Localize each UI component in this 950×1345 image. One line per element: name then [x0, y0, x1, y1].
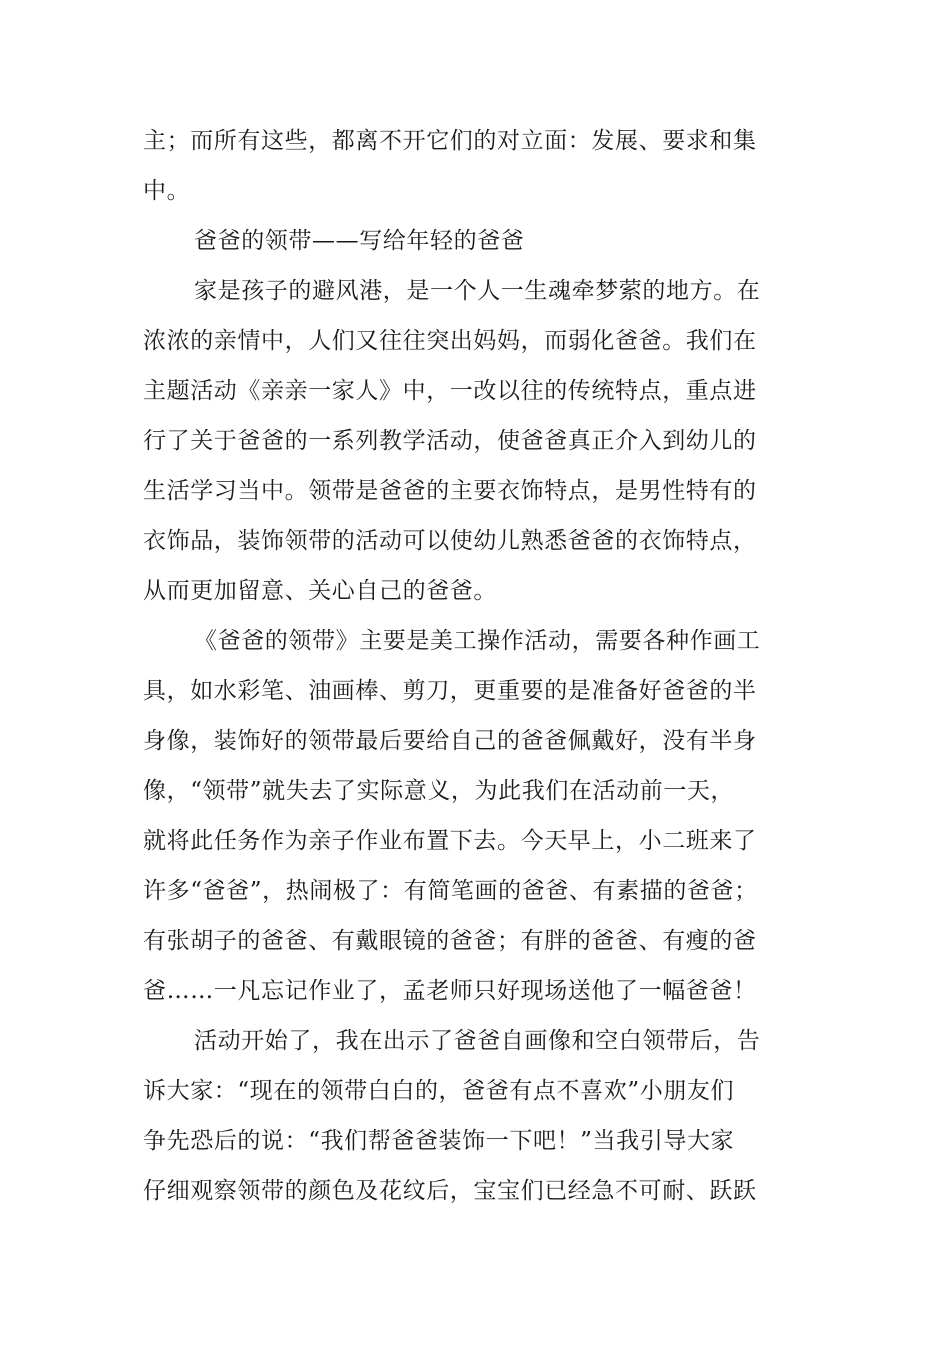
- text-line-9: 衣饰品，装饰领带的活动可以使幼儿熟悉爸爸的衣饰特点，: [143, 528, 757, 554]
- text-line-19: 活动开始了，我在出示了爸爸自画像和空白领带后，告: [194, 1028, 761, 1054]
- text-line-11: 《爸爸的领带》主要是美工操作活动，需要各种作画工: [194, 628, 761, 654]
- text-line-10: 从而更加留意、关心自己的爸爸。: [143, 578, 497, 604]
- text-line-12: 具，如水彩笔、油画棒、剪刀，更重要的是准备好爸爸的半: [143, 678, 757, 704]
- text-line-8: 生活学习当中。领带是爸爸的主要衣饰特点，是男性特有的: [143, 478, 757, 504]
- text-line-7: 行了关于爸爸的一系列教学活动，使爸爸真正介入到幼儿的: [143, 428, 757, 454]
- text-line-20: 诉大家：“现在的领带白白的，爸爸有点不喜欢”小朋友们: [143, 1078, 735, 1104]
- text-line-5: 浓浓的亲情中，人们又往往突出妈妈，而弱化爸爸。我们在: [143, 328, 757, 354]
- text-line-17: 有张胡子的爸爸、有戴眼镜的爸爸；有胖的爸爸、有瘦的爸: [143, 928, 757, 954]
- section-heading: 爸爸的领带——写给年轻的爸爸: [194, 228, 525, 254]
- text-line-21: 争先恐后的说：“我们帮爸爸装饰一下吧！”当我引导大家: [143, 1128, 735, 1154]
- text-line-13: 身像，装饰好的领带最后要给自己的爸爸佩戴好，没有半身: [143, 728, 757, 754]
- text-line-4: 家是孩子的避风港，是一个人一生魂牵梦萦的地方。在: [194, 278, 761, 304]
- text-line-15: 就将此任务作为亲子作业布置下去。今天早上，小二班来了: [143, 828, 757, 854]
- text-line-18: 爸……一凡忘记作业了，孟老师只好现场送他了一幅爸爸！: [143, 978, 757, 1004]
- text-line-2: 中。: [143, 178, 191, 204]
- text-line-1: 主；而所有这些，都离不开它们的对立面：发展、要求和集: [143, 128, 757, 154]
- text-line-14: 像，“领带”就失去了实际意义，为此我们在活动前一天，: [143, 778, 735, 804]
- text-line-16: 许多“爸爸”，热闹极了：有简笔画的爸爸、有素描的爸爸；: [143, 878, 758, 904]
- text-line-22: 仔细观察领带的颜色及花纹后，宝宝们已经急不可耐、跃跃: [143, 1178, 757, 1204]
- text-line-6: 主题活动《亲亲一家人》中，一改以往的传统特点，重点进: [143, 378, 757, 404]
